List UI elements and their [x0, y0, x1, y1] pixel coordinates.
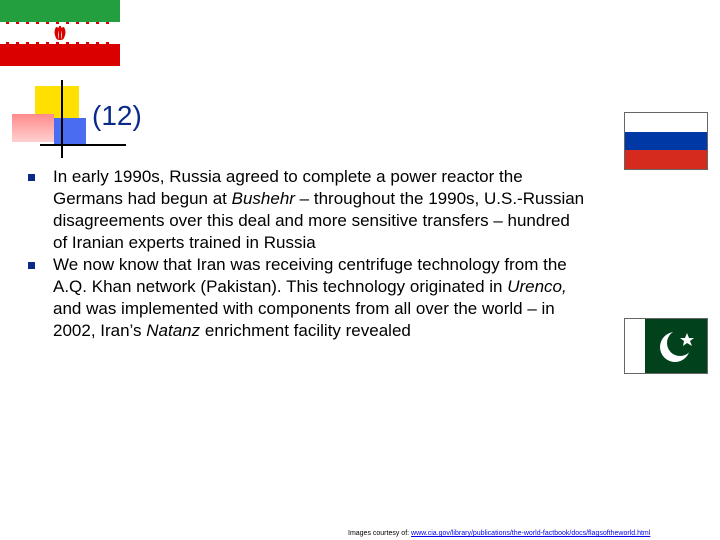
title-decoration-horizontal-line	[40, 144, 126, 146]
russia-flag-icon	[624, 112, 708, 170]
image-credit-label: Images courtesy of:	[348, 530, 412, 537]
image-credit-link[interactable]: www.cia.gov/library/publications/the-world-factbook/docs/flagsoftheworld.html	[411, 530, 651, 537]
bullet-text: In early 1990s, Russia agreed to complete a power reactor the Germans had begun at	[53, 167, 523, 208]
bullet-text: – throughout the 1990s, U.S.-Russian disagreements over this deal and more sensitive transfers – hundred of Iranian experts trained in Russia	[53, 189, 585, 252]
image-credit	[348, 530, 650, 537]
title-decoration-blue-block	[54, 118, 86, 146]
bullet-emphasis: Urenco,	[507, 277, 567, 296]
iran-flag-icon	[0, 0, 120, 66]
title-decoration-vertical-line	[61, 80, 63, 158]
bullet-item-1	[28, 166, 588, 254]
bullet-text: and was implemented with components from all over the world – in 2002, Iran’s	[53, 299, 555, 340]
title-decoration-red-block	[12, 114, 54, 142]
bullet-emphasis: Natanz	[146, 321, 201, 340]
bullet-text: We now know that Iran was receiving centrifuge technology from the A.Q. Khan network (Pakistan). This technology originated in	[53, 255, 567, 296]
pakistan-flag-icon	[624, 318, 708, 374]
bullet-text: enrichment facility revealed	[200, 321, 411, 340]
bullet-item-2	[28, 254, 588, 342]
bullet-list	[28, 166, 588, 342]
bullet-marker	[28, 262, 35, 269]
bullet-emphasis: Bushehr	[231, 189, 295, 208]
slide-title: (12)	[92, 100, 142, 131]
bullet-marker	[28, 174, 35, 181]
